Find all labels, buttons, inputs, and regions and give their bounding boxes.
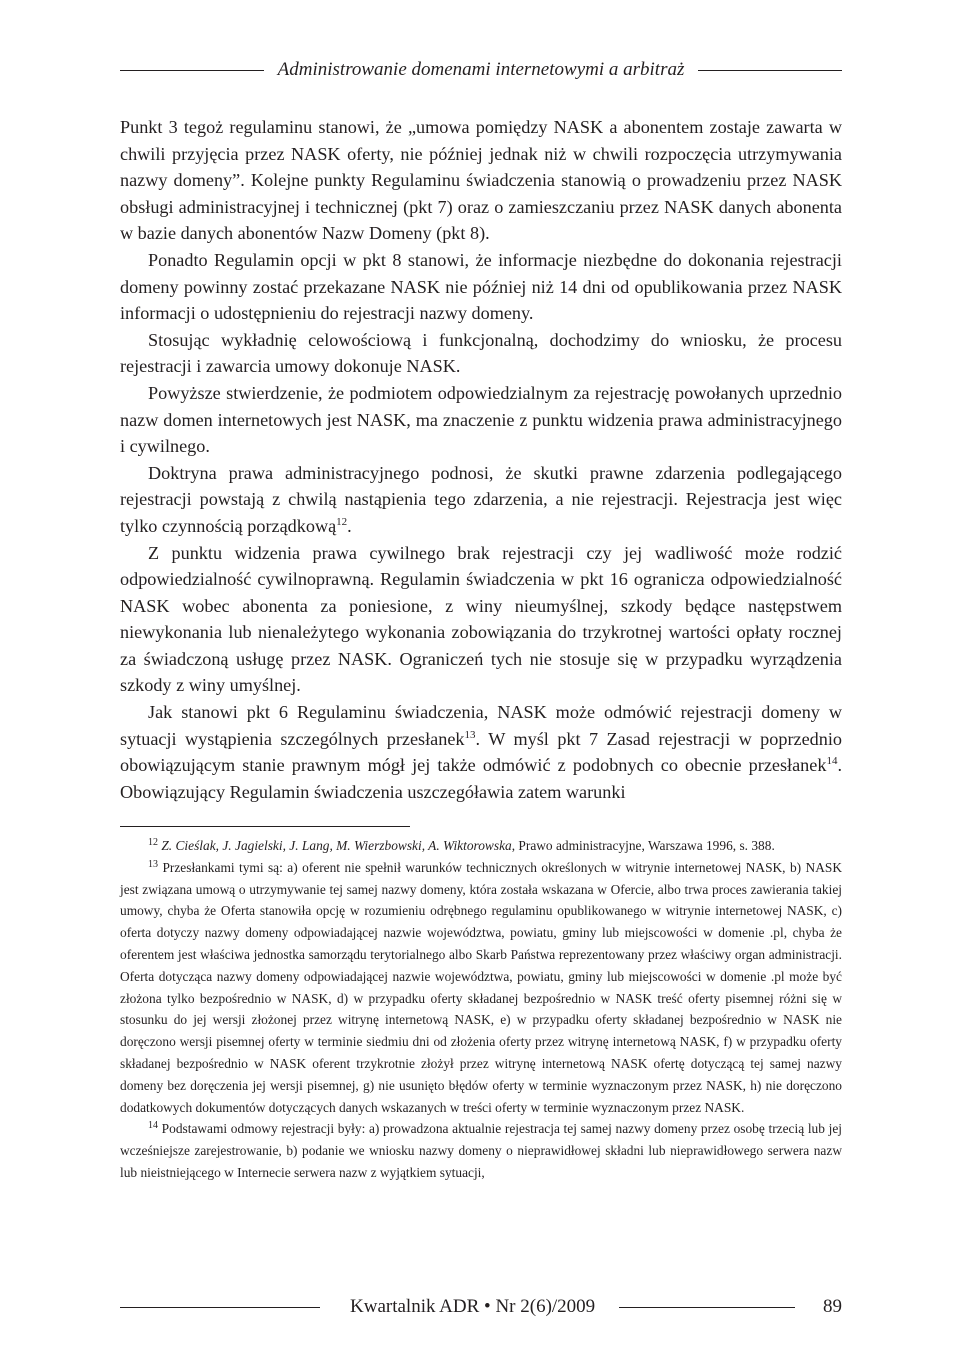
footnote-ref-14: 14	[826, 755, 838, 768]
footnote-12	[120, 835, 842, 857]
paragraph-1: Punkt 3 tegoż regulaminu stanowi, że „umowa pomiędzy NASK a abonentem zostaje zawarta w chwili przyjęcia przez NASK oferty, nie później jednak niż w chwili rozpoczęcia utrzymywania nazwy domeny”. Kolejne punkty Regulaminu świadczenia stanowią o prowadzeniu przez NASK obsługi administracyjnej i technicznej (pkt 7) oraz o zamieszczaniu przez NASK danych abonenta w bazie danych abonentów Nazw Domeny (pkt 8).	[120, 117, 842, 244]
footnote-12-number: 12	[148, 837, 158, 848]
paragraph-5	[120, 460, 842, 540]
footnote-14	[120, 1118, 842, 1183]
journal-title: Kwartalnik ADR • Nr 2(6)/2009	[350, 1296, 596, 1317]
header-rule-right	[698, 70, 842, 71]
footnote-ref-13: 13	[464, 728, 476, 741]
footnotes	[120, 835, 842, 1184]
paragraph-5-text: Doktryna prawa administracyjnego podnosi, że skutki prawne zdarzenia podlegającego rejestracji powstają z chwilą nastąpienia tego zdarzenia, a nie rejestracji. Rejestracja jest więc tylko czynnością porządkową	[120, 462, 842, 536]
paragraph-4: Powyższe stwierdzenie, że podmiotem odpowiedzialnym za rejestrację powołanych uprzednio nazw domen internetowych jest NASK, ma znaczenie z punktu widzenia prawa administracyjnego i cywilnego.	[120, 382, 842, 457]
paragraph-7-part-b: . W myśl pkt 7 Zasad rejestracji w poprzednio obowiązującym stanie prawnym mógł jej także odmówić z podobnych co obecnie przesłanek	[120, 728, 842, 776]
body-text	[120, 114, 842, 805]
running-header	[120, 56, 842, 84]
footnote-ref-12: 12	[336, 515, 348, 528]
footnote-13	[120, 857, 842, 1119]
running-title: Administrowanie domenami internetowymi a arbitraż	[277, 59, 685, 80]
paragraph-6: Z punktu widzenia prawa cywilnego brak rejestracji czy jej wadliwość może rodzić odpowiedzialność cywilnoprawną. Regulamin świadczenia w pkt 16 ogranicza odpowiedzialność NASK wobec abonenta za poniesione, z winy nieumyślnej, szkody będące następstwem niewykonania lub nienależytego wykonania zobowiązania do trzykrotnej wartości opłaty rocznej za świadczoną usługę przez NASK. Ograniczeń tych nie stosuje się w przypadku wyrządzenia szkody z winy umyślnej.	[120, 542, 842, 696]
running-footer	[120, 1294, 842, 1320]
footnote-14-number: 14	[148, 1120, 158, 1132]
footnote-13-text: Przesłankami tymi są: a) oferent nie spełnił warunków technicznych określonych w witrynie internetowej NASK, b) NASK jest związana umową o utrzymywanie tej samej nazwy domeny, która została wskazana w Ofercie, albo trwa proces zawierania takiej umowy, chyba że Oferta stanowiła opcję w rozumieniu odrębnego regulaminu opublikowanego w witrynie internetowej NASK, c) oferta dotyczy nazwy domeny odpowiadającej nazwie województwa, powiatu, gminy lub miejscowości w domenie .pl, chyba że oferentem jest właściwa jednostka samorządu terytorialnego albo Skarb Państwa reprezentowany przez właściwy organ administracji. Oferta dotycząca nazwy domeny odpowiadającej nazwie województwa, powiatu, gminy lub miejscowości w domenie .pl może być złożona tylko bezpośrednio w NASK, d) w przypadku oferty składanej bezpośrednio w NASK treść oferty pisemnej różni się w stosunku do jej wersji złożonej przez witrynę internetową NASK, e) w przypadku oferty składanej bezpośrednio w NASK nie doręczono wersji pisemnej oferty w terminie siedmiu dni od złożenia oferty przez witrynę internetową NASK, f) w przypadku oferty składanej bezpośrednio w NASK oferent trzykrotnie złożył przez witrynę internetową NASK ofertę dotyczącą tej samej nazwy domeny bez doręczenia jej wersji pisemnej, g) nie usunięto błędów oferty w terminie wyznaczonym przez NASK, h) nie doręczono dodatkowych dokumentów dotyczących danych wskazanych w treści oferty w terminie wyznaczonym przez NASK.	[120, 859, 842, 1115]
page-number: 89	[823, 1296, 842, 1317]
footer-rule-left	[120, 1307, 320, 1308]
footnote-separator	[120, 826, 410, 827]
paragraph-3: Stosując wykładnię celowościową i funkcjonalną, dochodzimy do wniosku, że procesu rejestracji i zawarcia umowy dokonuje NASK.	[120, 329, 842, 377]
paragraph-7-part-c: . Obowiązujący Regulamin świadczenia uszczegóławia zatem warunki	[120, 755, 842, 802]
paragraph-7	[120, 699, 842, 805]
footer-rule-right	[619, 1307, 795, 1308]
footnote-12-authors: Z. Cieślak, J. Jagielski, J. Lang, M. Wierzbowski, A. Wiktorowska	[161, 838, 512, 853]
footnote-14-text: Podstawami odmowy rejestracji były: a) prowadzona aktualnie rejestracja tej samej nazwy domeny przez osobę trzecią lub jej wcześniejsze zarejestrowanie, b) podanie we wniosku nazwy domeny o nieprawidłowej składni lub nieprawidłowego serwera nazw lub nieistniejącego w Internecie serwera nazw z wyjątkiem sytuacji,	[120, 1121, 842, 1180]
paragraph-5-end: .	[347, 515, 352, 536]
footnote-12-text: , Prawo administracyjne, Warszawa 1996, s. 388.	[511, 838, 775, 853]
footnote-13-number: 13	[148, 858, 158, 870]
paragraph-7-part-a: Jak stanowi pkt 6 Regulaminu świadczenia, NASK może odmówić rejestracji domeny w sytuacji wystąpienia szczególnych przesłanek	[120, 702, 842, 749]
header-rule-left	[120, 70, 264, 71]
paragraph-2: Ponadto Regulamin opcji w pkt 8 stanowi, że informacje niezbędne do dokonania rejestracji domeny powinny zostać przekazane NASK nie później niż 14 dni od opublikowania przez NASK informacji o udostępnieniu do rejestracji nazwy domeny.	[120, 249, 842, 324]
